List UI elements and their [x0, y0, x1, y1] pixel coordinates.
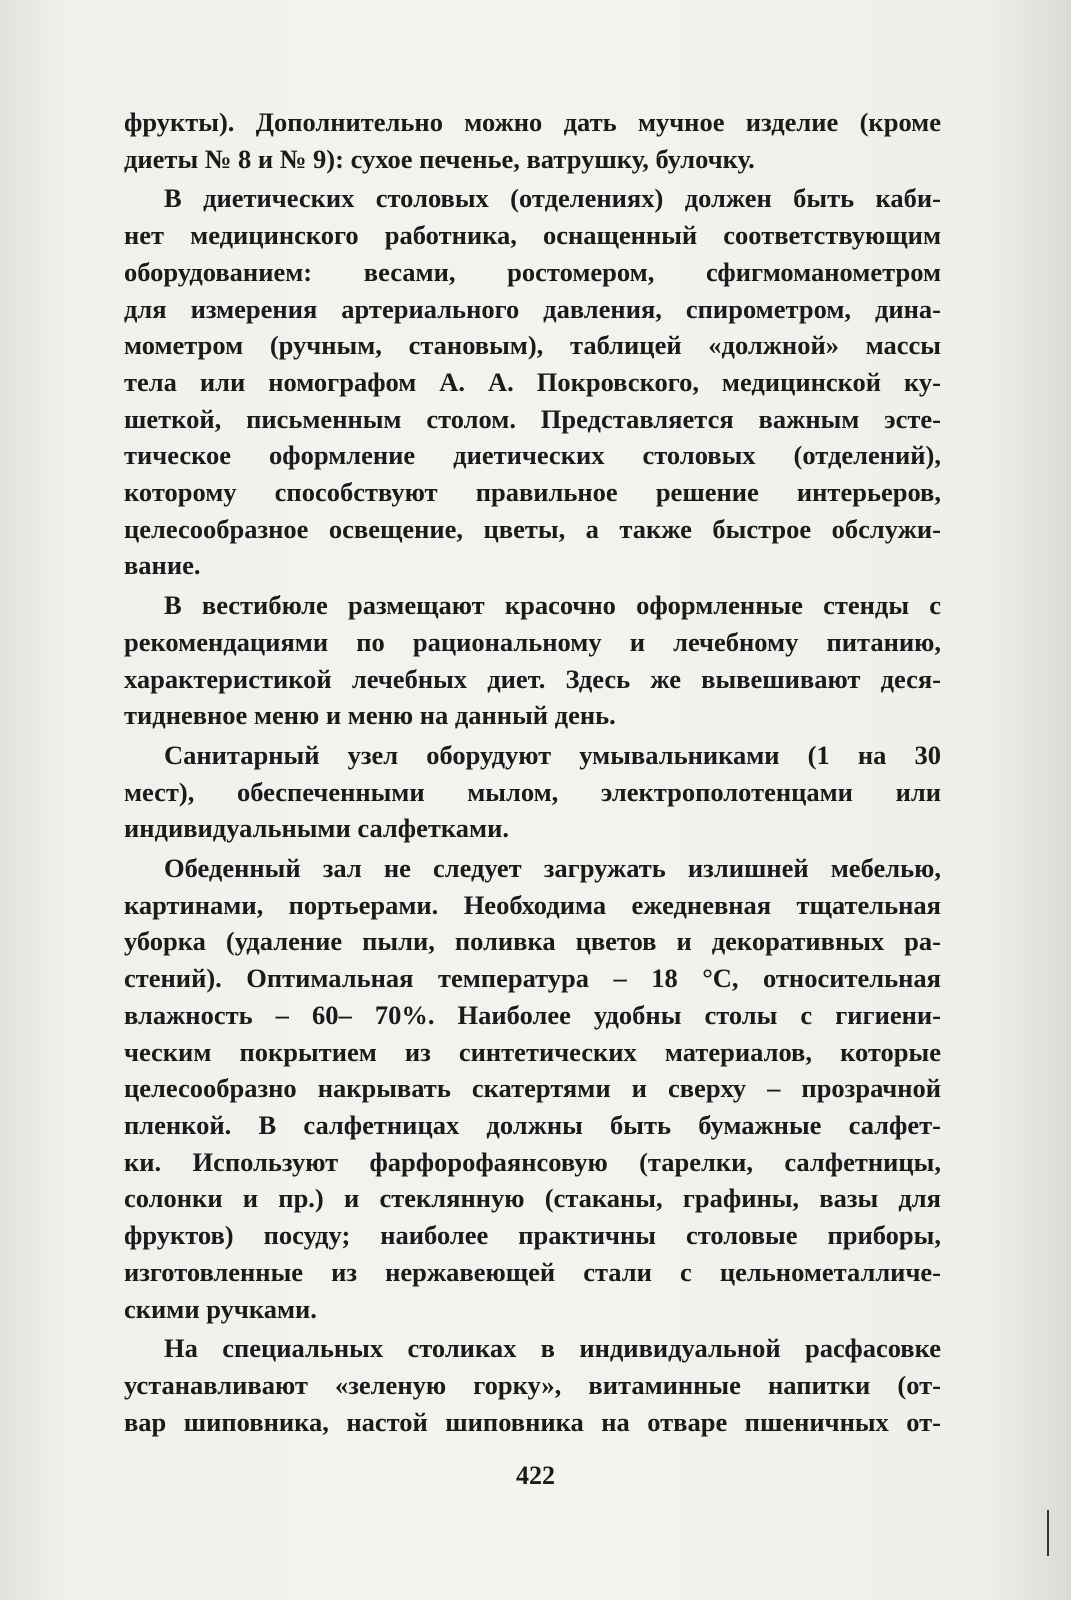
text-line: картинами, портьерами. Необходима ежедневная тщательная	[124, 889, 941, 920]
text-line: вар шиповника, настой шиповника на отваре пшеничных от-	[124, 1406, 941, 1437]
text-line: устанавливают «зеленую горку», витаминные напитки (от-	[124, 1369, 941, 1400]
text-line: ческим покрытием из синтетических материалов, которые	[124, 1036, 941, 1067]
text-line: характеристикой лечебных диет. Здесь же вывешивают деся-	[124, 663, 941, 694]
text-line: тическое оформление диетических столовых (отделений),	[124, 440, 941, 471]
body-text	[124, 104, 941, 1440]
text-line: пленкой. В салфетницах должны быть бумажные салфет-	[124, 1109, 941, 1140]
text-line: которому способствуют правильное решение интерьеров,	[124, 477, 941, 508]
text-line: уборка (удаление пыли, поливка цветов и декоративных ра-	[124, 926, 941, 957]
text-line: В вестибюле размещают красочно оформленные стенды с	[164, 590, 941, 621]
paragraph	[124, 1330, 941, 1440]
paragraph	[124, 180, 941, 584]
text-line: мометром (ручным, становым), таблицей «должной» массы	[124, 330, 941, 361]
text-line: целесообразно накрывать скатертями и сверху – прозрачной	[124, 1073, 941, 1104]
text-line: целесообразное освещение, цветы, а также быстрое обслужи-	[124, 513, 941, 544]
text-line: тидневное меню и меню на данный день.	[124, 700, 616, 731]
text-line: для измерения артериального давления, спирометром, дина-	[124, 293, 941, 324]
text-line: тела или номографом А. А. Покровского, медицинской ку-	[124, 366, 941, 397]
page-edge-mark	[1047, 1510, 1049, 1556]
text-line: фруктов) посуду; наиболее практичны столовые приборы,	[124, 1220, 941, 1251]
paragraph	[124, 737, 941, 847]
text-line: изготовленные из нержавеющей стали с цельнометалличе-	[124, 1256, 941, 1287]
text-line: Санитарный узел оборудуют умывальниками (1 на 30	[164, 739, 941, 770]
page-number: 422	[516, 1461, 555, 1490]
text-line: индивидуальными салфетками.	[124, 813, 509, 844]
text-line: нет медицинского работника, оснащенный соответствующим	[124, 220, 941, 251]
text-line: рекомендациями по рациональному и лечебному питанию,	[124, 626, 941, 657]
text-line: Обеденный зал не следует загружать излишней мебелью,	[164, 853, 941, 884]
text-line: фрукты). Дополнительно можно дать мучное изделие (кроме	[124, 107, 941, 137]
text-line: шеткой, письменным столом. Представляется важным эсте-	[124, 403, 941, 434]
text-line: скими ручками.	[124, 1293, 317, 1324]
text-line: На специальных столиках в индивидуальной расфасовке	[164, 1333, 941, 1364]
text-line: вание.	[124, 550, 201, 581]
text-line: оборудованием: весами, ростомером, сфигмоманометром	[124, 256, 941, 287]
text-line: ки. Используют фарфорофаянсовую (тарелки, салфетницы,	[124, 1146, 941, 1177]
text-line: мест), обеспеченными мылом, электрополотенцами или	[124, 776, 941, 807]
text-line: диеты № 8 и № 9): сухое печенье, ватрушку, булочку.	[124, 143, 755, 174]
text-line: В диетических столовых (отделениях) должен быть каби-	[164, 183, 941, 214]
paragraph	[124, 104, 941, 177]
paragraph	[124, 587, 941, 734]
paragraph	[124, 850, 941, 1327]
text-line: солонки и пр.) и стеклянную (стаканы, графины, вазы для	[124, 1183, 941, 1214]
text-line: влажность – 60– 70%. Наиболее удобны столы с гигиени-	[124, 999, 941, 1030]
text-line: стений). Оптимальная температура – 18 °С, относительная	[124, 963, 941, 994]
